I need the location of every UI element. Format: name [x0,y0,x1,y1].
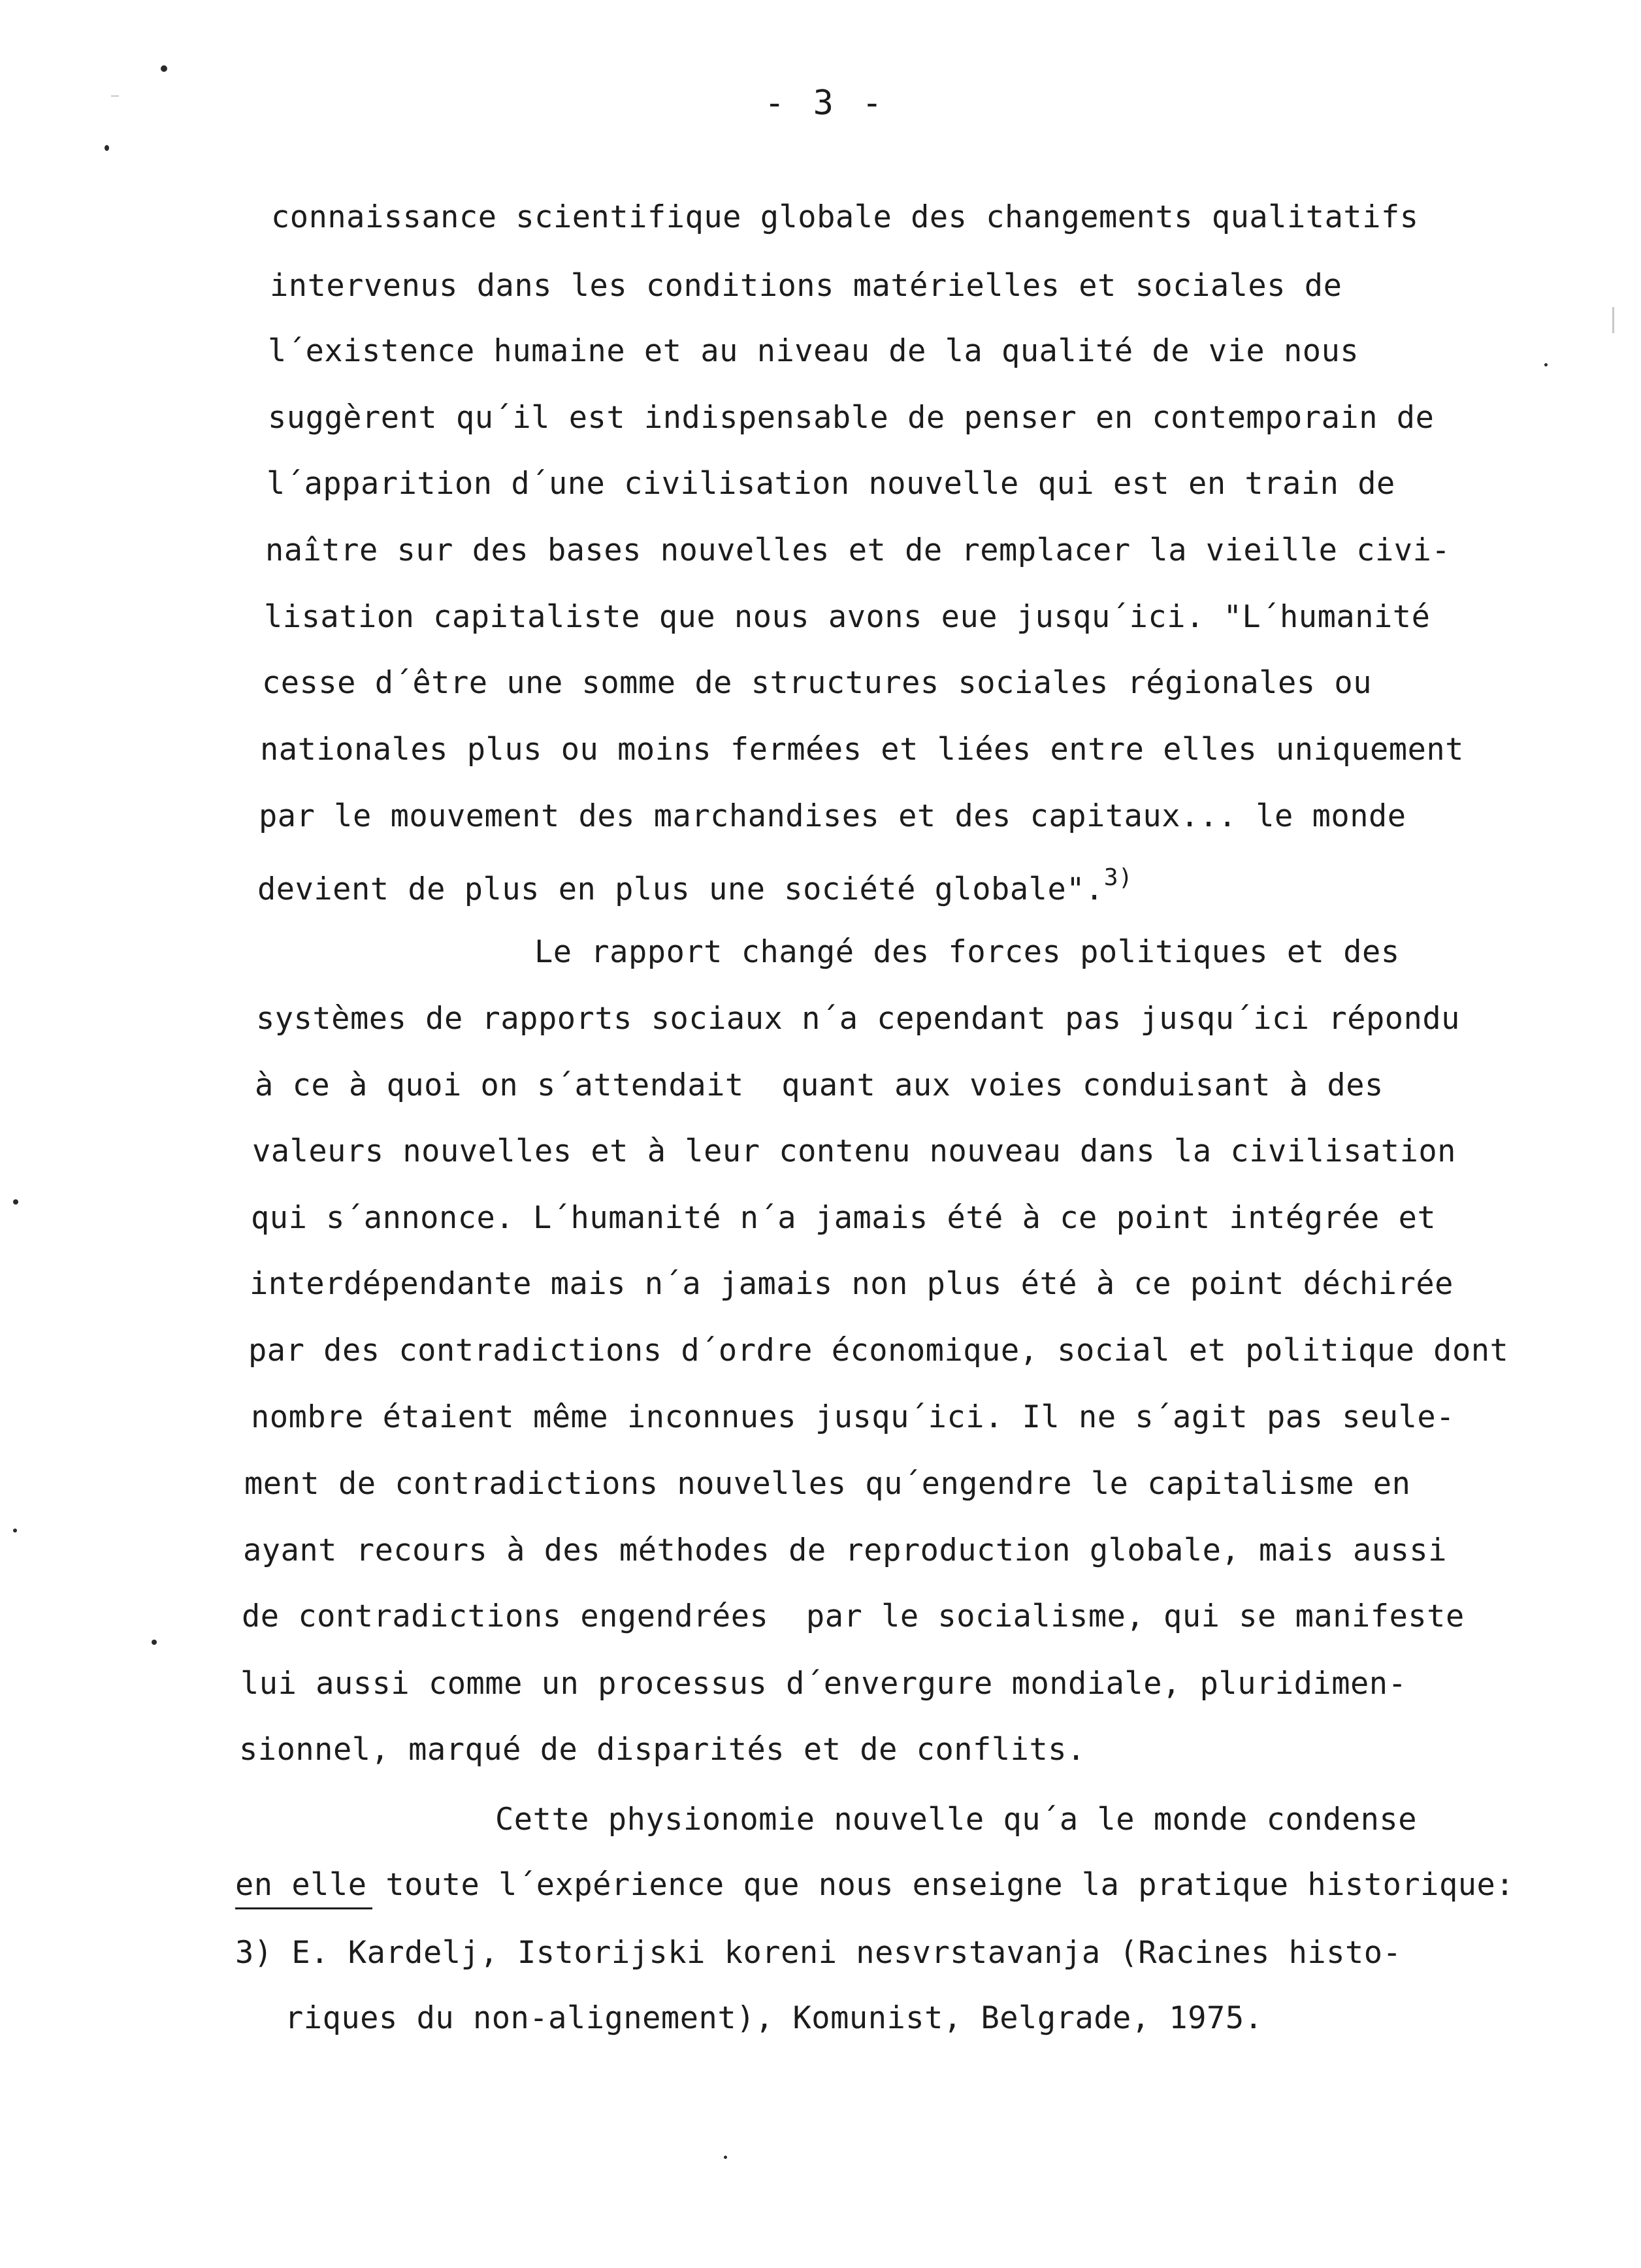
text-line: sionnel, marqué de disparités et de conflits. [239,1732,1086,1768]
footnote-divider [235,1907,372,1909]
text-line: de contradictions engendrées par le socialisme, qui se manifeste [242,1598,1465,1634]
text-line: ayant recours à des méthodes de reproduction globale, mais aussi [243,1532,1447,1568]
text-line: par le mouvement des marchandises et des capitaux... le monde [259,798,1406,834]
text-line: valeurs nouvelles et à leur contenu nouveau dans la civilisation [252,1133,1456,1169]
text-line [257,864,1133,907]
scan-speck [1544,363,1548,366]
text-line: intervenus dans les conditions matérielles et sociales de [270,268,1342,304]
scan-speck [161,65,167,72]
scan-edge-mark [111,95,119,97]
text-line: Cette physionomie nouvelle qu´a le monde condense [495,1802,1418,1838]
text-line: nombre étaient même inconnues jusqu´ici. Il ne s´agit pas seule- [251,1399,1455,1435]
scan-edge-mark [1612,307,1614,333]
text-line: lui aussi comme un processus d´envergure mondiale, pluridimen- [240,1666,1407,1702]
scan-speck [724,2156,727,2159]
footnote-reference: 3) [1103,864,1133,891]
text-line: par des contradictions d´ordre économique, social et politique dont [248,1333,1509,1369]
text-line: nationales plus ou moins fermées et liées entre elles uniquement [260,732,1464,768]
text-line: à ce à quoi on s´attendait quant aux voies conduisant à des [255,1067,1384,1103]
text-line: l´apparition d´une civilisation nouvelle qui est en train de [267,466,1395,502]
text-line: lisation capitaliste que nous avons eue jusqu´ici. "L´humanité [264,599,1431,635]
footnote-line: riques du non-alignement), Komunist, Belgrade, 1975. [285,2000,1263,2036]
scan-speck [13,1529,17,1532]
text-line: en elle toute l´expérience que nous enseigne la pratique historique: [235,1867,1515,1903]
text-line: interdépendante mais n´a jamais non plus été à ce point déchirée [250,1266,1454,1302]
text-line: systèmes de rapports sociaux n´a cependant pas jusqu´ici répondu [256,1001,1460,1037]
scan-speck [105,145,109,151]
scan-speck [13,1199,18,1205]
text-line: l´existence humaine et au niveau de la qualité de vie nous [268,333,1359,369]
text-line: Le rapport changé des forces politiques et des [534,934,1400,970]
text-line: ment de contradictions nouvelles qu´engendre le capitalisme en [244,1466,1411,1502]
page-number: - 3 - [764,84,886,123]
scan-speck [152,1640,157,1645]
text-line: suggèrent qu´il est indispensable de penser en contemporain de [268,400,1435,436]
text-line: cesse d´être une somme de structures sociales régionales ou [262,665,1372,701]
text-line: connaissance scientifique globale des changements qualitatifs [271,199,1419,235]
footnote-line: 3) E. Kardelj, Istorijski koreni nesvrstavanja (Racines histo- [235,1935,1402,1971]
text-line: qui s´annonce. L´humanité n´a jamais été à ce point intégrée et [251,1200,1437,1236]
text-line-content: devient de plus en plus une société globale". [257,871,1104,907]
text-line: naître sur des bases nouvelles et de remplacer la vieille civi- [265,532,1451,568]
